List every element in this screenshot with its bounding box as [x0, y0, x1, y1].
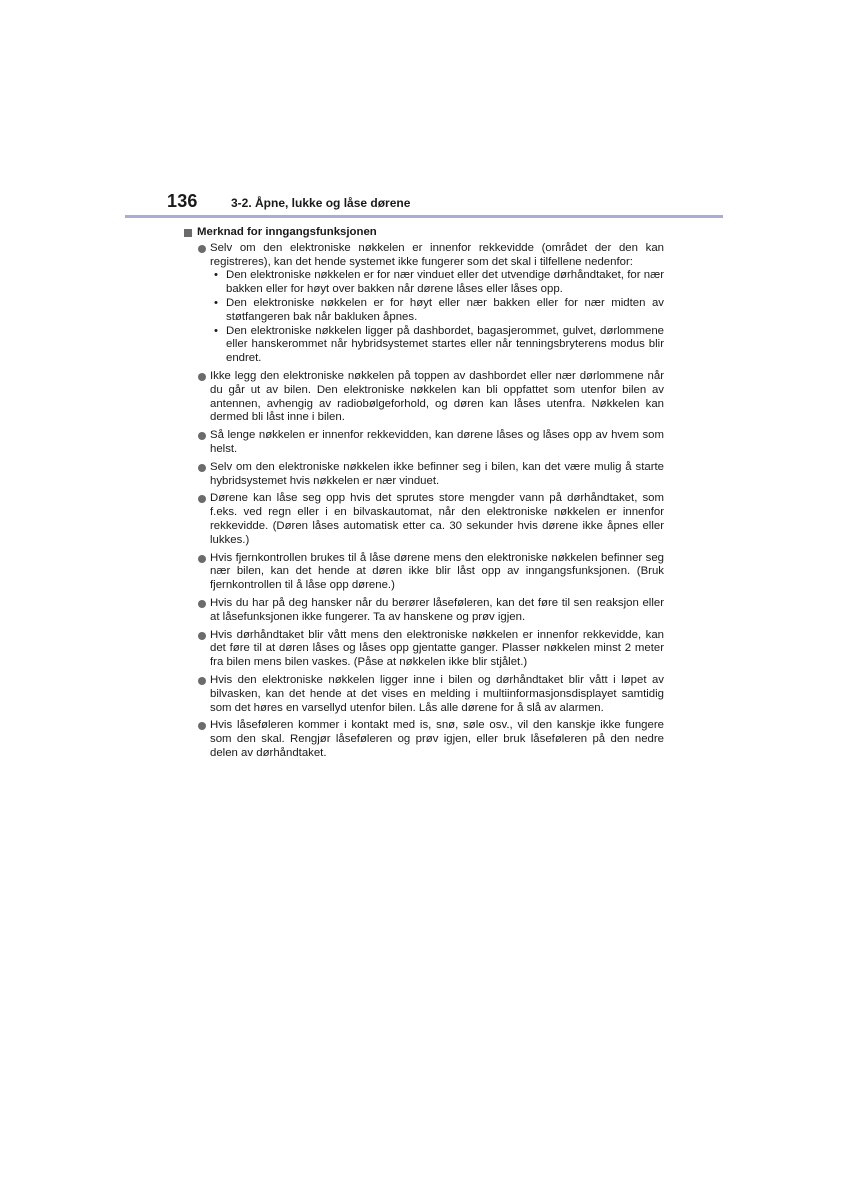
circle-bullet-icon — [198, 677, 206, 685]
list-item-text: Hvis dørhåndtaket blir vått mens den elektroniske nøkkelen er innenfor rekkevidde, kan det føre til at døren låses og låses opp gjentatte ganger. Plasser nøkkelen minst 2 meter fra bilen mens bilen vaskes. (Påse at nøkkelen ikke blir stjålet.) — [210, 628, 664, 669]
circle-bullet-icon — [198, 464, 206, 472]
list-item — [184, 492, 664, 547]
circle-bullet-icon — [198, 245, 206, 253]
sub-list-item-text: Den elektroniske nøkkelen ligger på dashbordet, bagasjerommet, gulvet, dørlommene eller hanskerommet når hybridsystemet startes eller når tenningsbryterens modus blir endret. — [226, 324, 664, 365]
list-item — [184, 552, 664, 593]
sub-list-item — [212, 325, 664, 366]
square-bullet-icon — [184, 229, 192, 237]
list-item — [184, 597, 664, 625]
page-header — [125, 190, 723, 218]
list-item-text: Hvis du har på deg hansker når du berører låseføleren, kan det føre til sen reaksjon eller at låsefunksjonen ikke fungerer. Ta av hanskene og prøv igjen. — [210, 596, 664, 623]
list-item-text: Selv om den elektroniske nøkkelen ikke befinner seg i bilen, kan det være mulig å starte hybridsystemet hvis nøkkelen er nær vinduet. — [210, 460, 664, 487]
dot-marker-icon: • — [214, 269, 218, 282]
list-item-text: Hvis låseføleren kommer i kontakt med is, snø, søle osv., vil den kanskje ikke fungere som den skal. Rengjør låseføleren og prøv igjen, eller bruk låseføleren på den nedre delen av dørhåndtaket. — [210, 719, 664, 759]
list-item — [184, 461, 664, 489]
circle-bullet-icon — [198, 722, 206, 730]
sub-list-item-text: Den elektroniske nøkkelen er for nær vinduet eller det utvendige dørhåndtaket, for nær bakken eller for høyt over bakken når dørene låses eller låses opp. — [226, 269, 664, 296]
list-item-text: Så lenge nøkkelen er innenfor rekkevidden, kan dørene låses og låses opp av hvem som helst. — [210, 429, 664, 455]
list-item — [184, 429, 664, 457]
circle-bullet-icon — [198, 432, 206, 440]
circle-bullet-icon — [198, 632, 206, 640]
note-heading-text: Merknad for inngangsfunksjonen — [197, 226, 377, 238]
list-item-text: Dørene kan låse seg opp hvis det sprutes store mengder vann på dørhåndtaket, som f.eks. ved regn eller i en bilvaskautomat, når den elektroniske nøkkelen er innenfor rekkevidde. (Døren låses automatisk etter ca. 30 sekunder hvis dørene ikke åpnes eller lukkes.) — [210, 492, 664, 546]
note-section — [184, 226, 664, 765]
sub-list-item-text: Den elektroniske nøkkelen er for høyt eller nær bakken eller for nær midten av støtfangeren bak når bakluken åpnes. — [226, 296, 664, 323]
list-item-text: Hvis den elektroniske nøkkelen ligger inne i bilen og dørhåndtaket blir vått i løpet av bilvasken, kan det hende at det vises en melding i multiinformasjonsdisplayet samtidig som det høres en varsellyd utenfor bilen. Lås alle dørene for å slå av alarmen. — [210, 673, 664, 714]
sub-list-item — [212, 297, 664, 325]
circle-bullet-icon — [198, 495, 206, 503]
header-rule — [125, 215, 723, 218]
list-item — [184, 629, 664, 670]
dot-marker-icon: • — [214, 324, 218, 337]
circle-bullet-icon — [198, 373, 206, 381]
circle-bullet-icon — [198, 600, 206, 608]
list-item-text: Hvis fjernkontrollen brukes til å låse dørene mens den elektroniske nøkkelen befinner seg nær bilen, kan det hende at døren ikke blir låst opp av inngangsfunksjonen. (Bruk fjernkontrollen til å låse opp dørene.) — [210, 551, 664, 592]
list-item — [184, 719, 664, 760]
page-number: 136 — [167, 191, 198, 211]
sub-list-item — [212, 269, 664, 297]
list-item-text: Selv om den elektroniske nøkkelen er innenfor rekkevidde (området der den kan registreres), kan det hende systemet ikke fungerer som det skal i tilfellene nedenfor: — [210, 241, 664, 268]
list-item-text: Ikke legg den elektroniske nøkkelen på toppen av dashbordet eller nær dørlommene når du går ut av bilen. Den elektroniske nøkkelen kan bli oppfattet som utenfor bilen av antennen, avhengig av radiobølgeforhold, og døren kan låses utenfra. Nøkkelen kan dermed bli låst inne i bilen. — [210, 369, 664, 424]
circle-bullet-icon — [198, 555, 206, 563]
dot-marker-icon: • — [214, 296, 218, 309]
note-heading — [184, 226, 664, 240]
list-item — [184, 674, 664, 715]
section-title: 3-2. Åpne, lukke og låse dørene — [231, 196, 411, 210]
list-item — [184, 242, 664, 366]
list-item — [184, 370, 664, 425]
